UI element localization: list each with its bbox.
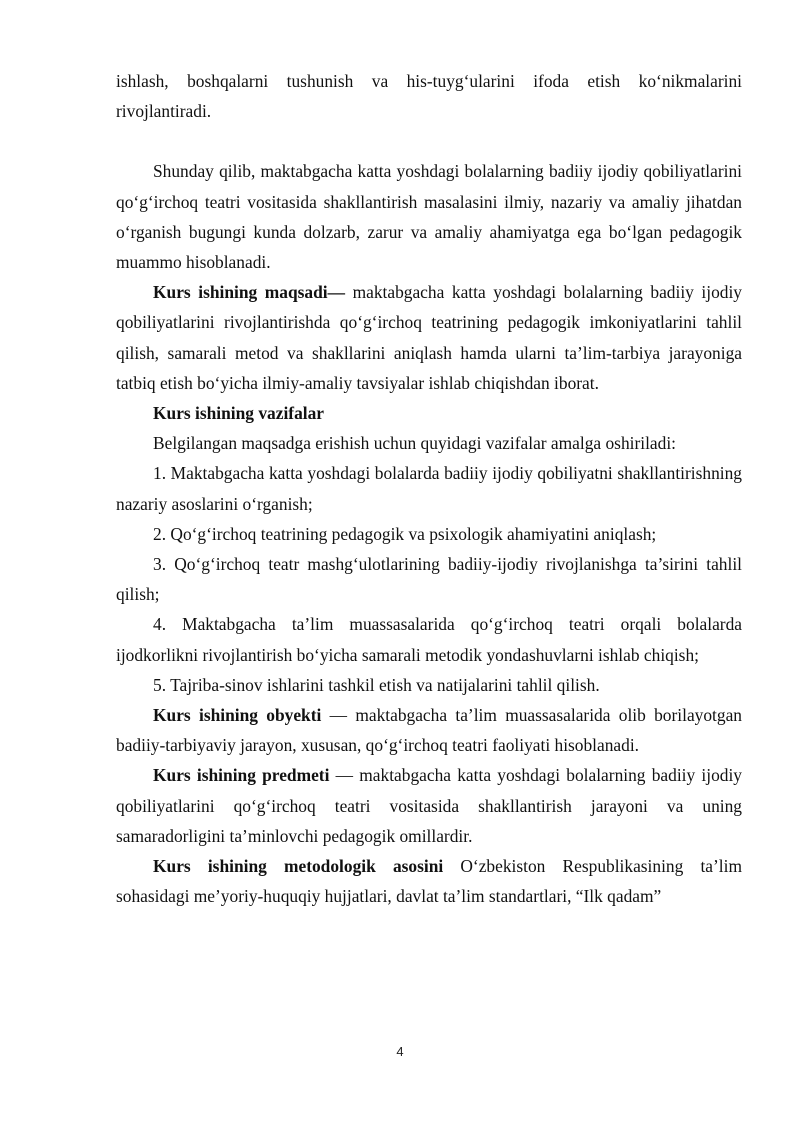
- methodology-heading: Kurs ishining metodologik asosini: [153, 856, 444, 877]
- tasks-intro: Belgilangan maqsadga erishish uchun quyidagi vazifalar amalga oshiriladi:: [153, 433, 677, 454]
- subject-heading: Kurs ishining predmeti: [153, 765, 330, 786]
- task-item-2: 2. Qo‘g‘irchoq teatrining pedagogik va psixologik ahamiyatini aniqlash;: [153, 523, 657, 544]
- subject-text: — maktabgacha katta yoshdagi bolalarning badiiy ijodiy qobiliyatlarini qo‘g‘irchoq teatri vositasida shakllantirish jarayoni va uning samaradorligini ta’minlovchi pedagogik omillardir.: [116, 765, 742, 846]
- goal-text: maktabgacha katta yoshdagi bolalarning badiiy ijodiy qobiliyatlarini rivojlantirishda qo‘g‘irchoq teatrining pedagogik imkoniyatlarini tahlil qilish, samarali metod va shakllarini aniqlash hamda ularni ta’lim-tarbiya jarayoniga tatbiq etish bo‘yicha ilmiy-amaliy tavsiyalar ishlab chiqishdan iborat.: [116, 282, 742, 393]
- tasks-heading: Kurs ishining vazifalar: [153, 403, 325, 424]
- page-number: 4: [396, 1044, 404, 1059]
- paragraph-goal: [116, 277, 742, 398]
- goal-heading: Kurs ishining maqsadi—: [153, 282, 346, 303]
- task-item-5: 5. Tajriba-sinov ishlarini tashkil etish va natijalarini tahlil qilish.: [153, 674, 600, 695]
- paragraph-object: [116, 700, 742, 760]
- methodology-text: O‘zbekiston Respublikasining ta’lim sohasidagi me’yoriy-huquqiy hujjatlari, davlat ta’lim standartlari, “Ilk qadam”: [116, 856, 742, 907]
- body-text: [116, 66, 742, 911]
- task-item-3: 3. Qo‘g‘irchoq teatr mashg‘ulotlarining badiiy-ijodiy rivojlanishga ta’sirini tahlil qilish;: [116, 554, 742, 605]
- object-text: — maktabgacha ta’lim muassasalarida olib borilayotgan badiiy-tarbiyaviy jarayon, xususan, qo‘g‘irchoq teatri faoliyati hisoblanadi.: [116, 705, 743, 756]
- paragraph-continuation: ishlash, boshqalarni tushunish va his-tuyg‘ularini ifoda etish ko‘nikmalarini rivojlantiradi.: [116, 71, 742, 122]
- task-item-1: 1. Maktabgacha katta yoshdagi bolalarda badiiy ijodiy qobiliyatni shakllantirishning nazariy asoslarini o‘rganish;: [116, 463, 742, 514]
- paragraph-subject: [116, 760, 742, 851]
- object-heading: Kurs ishining obyekti: [153, 705, 322, 726]
- paragraph-conclusion: Shunday qilib, maktabgacha katta yoshdagi bolalarning badiiy ijodiy qobiliyatlarini qo‘g‘irchoq teatri vositasida shakllantirish masalasini ilmiy, nazariy va amaliy jihatdan o‘rganish bugungi kunda dolzarb, zarur va amaliy ahamiyatga ega bo‘lgan pedagogik muammo hisoblanadi.: [116, 161, 742, 273]
- task-item-4: 4. Maktabgacha ta’lim muassasalarida qo‘g‘irchoq teatri orqali bolalarda ijodkorlikni rivojlantirish bo‘yicha samarali metodik yondashuvlarni ishlab chiqish;: [116, 614, 742, 665]
- paragraph-methodology: [116, 851, 742, 911]
